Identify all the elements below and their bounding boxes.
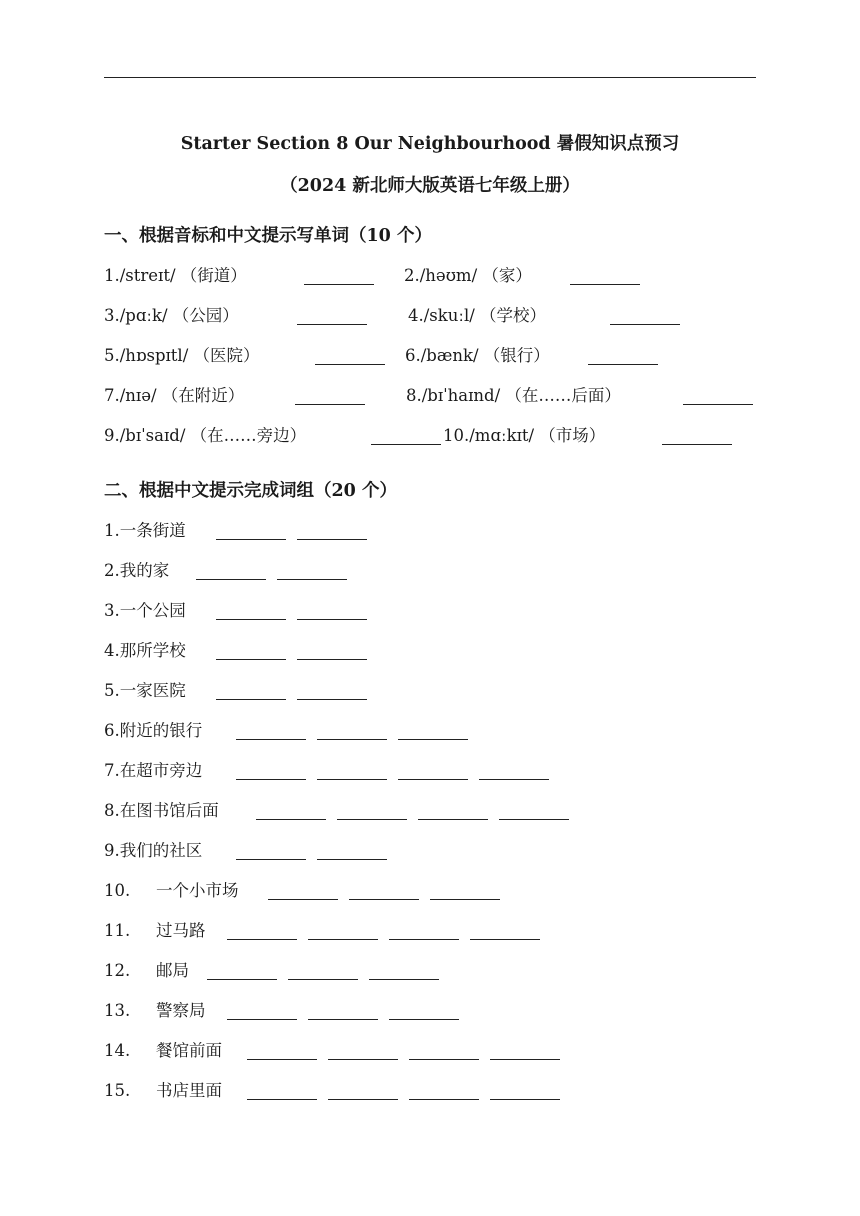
vocab-item-7: 7./nɪə/ （在附近） bbox=[104, 386, 245, 405]
answer-blank[interactable] bbox=[256, 819, 326, 820]
answer-blank[interactable] bbox=[268, 899, 338, 900]
answer-blank[interactable] bbox=[297, 619, 367, 620]
answer-blank[interactable] bbox=[297, 699, 367, 700]
answer-blank[interactable] bbox=[236, 859, 306, 860]
vocab-item-1: 1./streɪt/ （街道） bbox=[104, 266, 247, 285]
answer-blank[interactable] bbox=[308, 939, 378, 940]
answer-blank[interactable] bbox=[389, 939, 459, 940]
answer-blank[interactable] bbox=[317, 739, 387, 740]
answer-blank[interactable] bbox=[662, 444, 732, 445]
answer-blank[interactable] bbox=[369, 979, 439, 980]
answer-blank[interactable] bbox=[236, 739, 306, 740]
phrase-item-14: 餐馆前面 bbox=[156, 1041, 222, 1060]
answer-blank[interactable] bbox=[499, 819, 569, 820]
answer-blank[interactable] bbox=[328, 1099, 398, 1100]
answer-blank[interactable] bbox=[610, 324, 680, 325]
answer-blank[interactable] bbox=[216, 539, 286, 540]
vocab-item-8: 8./bɪˈhaɪnd/ （在……后面） bbox=[406, 386, 621, 405]
section1-heading: 一、根据音标和中文提示写单词（10 个） bbox=[104, 226, 432, 246]
phrase-number-11: 11. bbox=[104, 921, 131, 940]
answer-blank[interactable] bbox=[570, 284, 640, 285]
answer-blank[interactable] bbox=[588, 364, 658, 365]
answer-blank[interactable] bbox=[304, 284, 374, 285]
phrase-item-11: 过马路 bbox=[156, 921, 206, 940]
answer-blank[interactable] bbox=[398, 739, 468, 740]
answer-blank[interactable] bbox=[398, 779, 468, 780]
answer-blank[interactable] bbox=[227, 939, 297, 940]
answer-blank[interactable] bbox=[490, 1059, 560, 1060]
answer-blank[interactable] bbox=[409, 1059, 479, 1060]
answer-blank[interactable] bbox=[317, 859, 387, 860]
answer-blank[interactable] bbox=[216, 619, 286, 620]
phrase-number-13: 13. bbox=[104, 1001, 131, 1020]
answer-blank[interactable] bbox=[418, 819, 488, 820]
answer-blank[interactable] bbox=[297, 539, 367, 540]
answer-blank[interactable] bbox=[315, 364, 385, 365]
answer-blank[interactable] bbox=[297, 659, 367, 660]
answer-blank[interactable] bbox=[349, 899, 419, 900]
answer-blank[interactable] bbox=[288, 979, 358, 980]
answer-blank[interactable] bbox=[247, 1059, 317, 1060]
phrase-item-6: 6.附近的银行 bbox=[104, 721, 203, 740]
phrase-item-13: 警察局 bbox=[156, 1001, 206, 1020]
vocab-item-6: 6./bænk/ （银行） bbox=[405, 346, 550, 365]
answer-blank[interactable] bbox=[247, 1099, 317, 1100]
answer-blank[interactable] bbox=[295, 404, 365, 405]
vocab-item-3: 3./pɑːk/ （公园） bbox=[104, 306, 239, 325]
phrase-number-12: 12. bbox=[104, 961, 131, 980]
answer-blank[interactable] bbox=[337, 819, 407, 820]
answer-blank[interactable] bbox=[683, 404, 753, 405]
answer-blank[interactable] bbox=[236, 779, 306, 780]
answer-blank[interactable] bbox=[207, 979, 277, 980]
vocab-item-10: 10./mɑːkɪt/ （市场） bbox=[443, 426, 606, 445]
phrase-item-5: 5.一家医院 bbox=[104, 681, 186, 700]
vocab-item-2: 2./həʊm/ （家） bbox=[404, 266, 532, 285]
answer-blank[interactable] bbox=[297, 324, 367, 325]
document-subtitle: （2024 新北师大版英语七年级上册） bbox=[280, 176, 580, 196]
phrase-item-1: 1.一条街道 bbox=[104, 521, 186, 540]
answer-blank[interactable] bbox=[317, 779, 387, 780]
phrase-item-9: 9.我们的社区 bbox=[104, 841, 203, 860]
vocab-item-5: 5./hɒspɪtl/ （医院） bbox=[104, 346, 260, 365]
phrase-item-2: 2.我的家 bbox=[104, 561, 170, 580]
answer-blank[interactable] bbox=[216, 699, 286, 700]
phrase-item-4: 4.那所学校 bbox=[104, 641, 186, 660]
answer-blank[interactable] bbox=[409, 1099, 479, 1100]
vocab-item-4: 4./skuːl/ （学校） bbox=[408, 306, 547, 325]
answer-blank[interactable] bbox=[227, 1019, 297, 1020]
section2-heading: 二、根据中文提示完成词组（20 个） bbox=[104, 481, 397, 501]
answer-blank[interactable] bbox=[328, 1059, 398, 1060]
phrase-item-7: 7.在超市旁边 bbox=[104, 761, 203, 780]
answer-blank[interactable] bbox=[308, 1019, 378, 1020]
answer-blank[interactable] bbox=[389, 1019, 459, 1020]
header-rule bbox=[104, 77, 756, 78]
phrase-number-15: 15. bbox=[104, 1081, 131, 1100]
phrase-item-15: 书店里面 bbox=[156, 1081, 222, 1100]
answer-blank[interactable] bbox=[196, 579, 266, 580]
phrase-item-8: 8.在图书馆后面 bbox=[104, 801, 219, 820]
phrase-item-10: 一个小市场 bbox=[156, 881, 239, 900]
phrase-item-12: 邮局 bbox=[156, 961, 189, 980]
phrase-number-14: 14. bbox=[104, 1041, 131, 1060]
answer-blank[interactable] bbox=[479, 779, 549, 780]
answer-blank[interactable] bbox=[490, 1099, 560, 1100]
vocab-item-9: 9./bɪˈsaɪd/ （在……旁边） bbox=[104, 426, 307, 445]
phrase-number-10: 10. bbox=[104, 881, 131, 900]
answer-blank[interactable] bbox=[470, 939, 540, 940]
answer-blank[interactable] bbox=[277, 579, 347, 580]
answer-blank[interactable] bbox=[430, 899, 500, 900]
phrase-item-3: 3.一个公园 bbox=[104, 601, 186, 620]
answer-blank[interactable] bbox=[371, 444, 441, 445]
answer-blank[interactable] bbox=[216, 659, 286, 660]
document-title: Starter Section 8 Our Neighbourhood 暑假知识点预习 bbox=[180, 134, 680, 154]
